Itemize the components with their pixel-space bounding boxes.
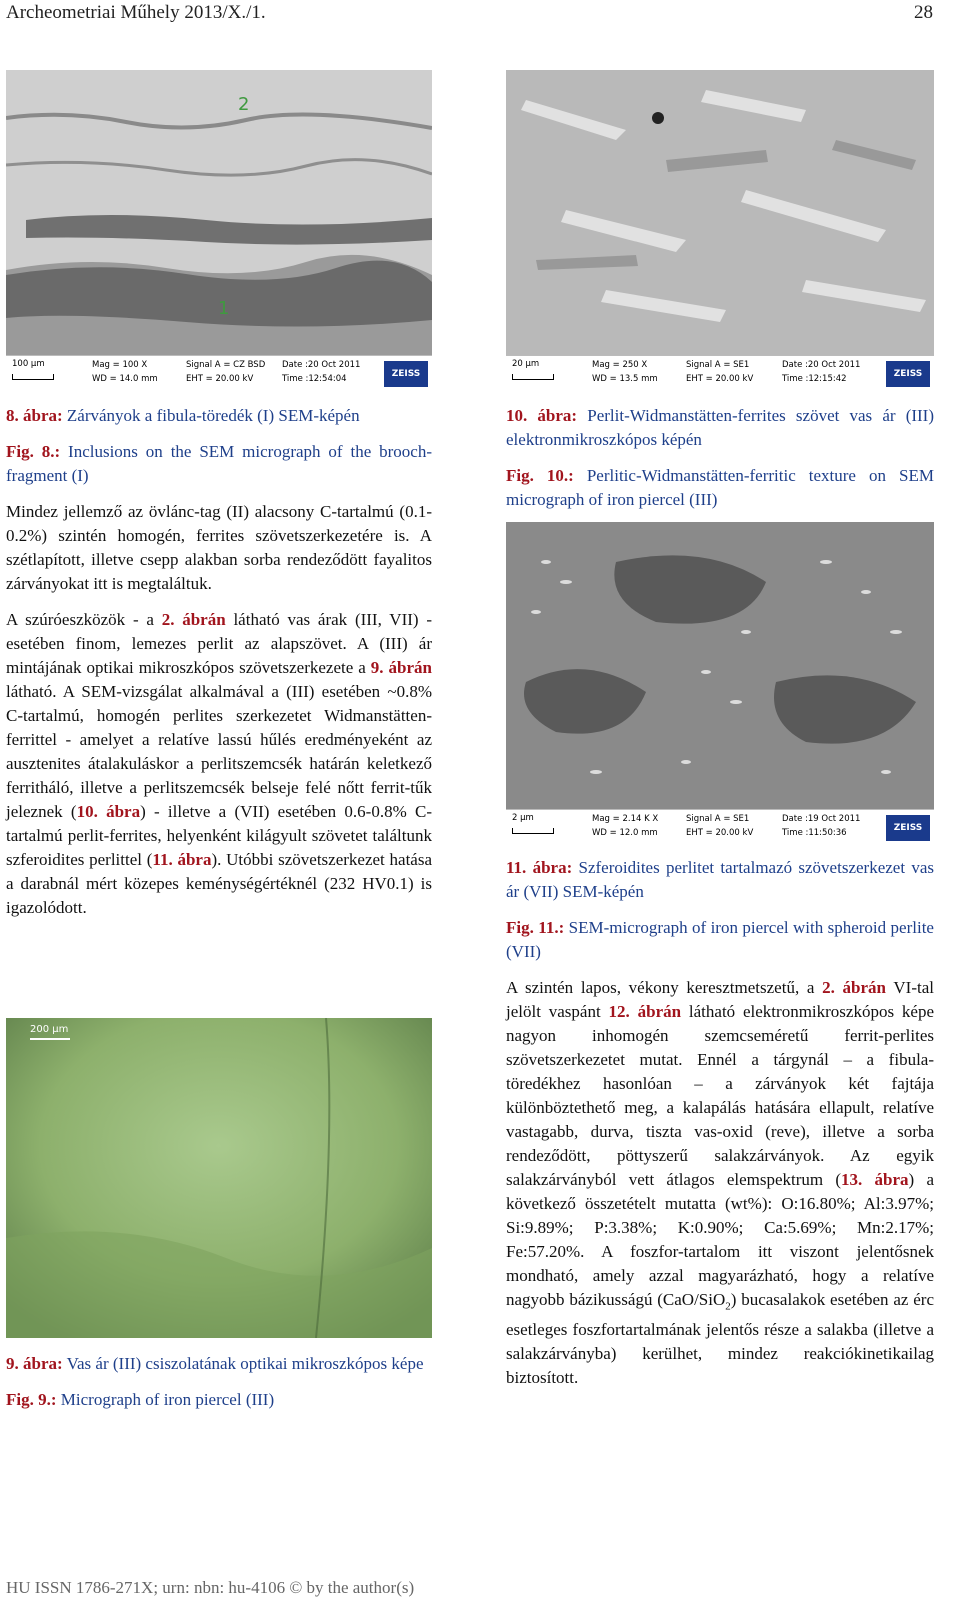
fig9-optical-image xyxy=(6,1018,432,1338)
fig11-eht: EHT = 20.00 kV xyxy=(686,828,754,838)
right-p1-text-e: ) bucasalakok esetében az érc esetleges foszfortartalmának jelentős része a salakba (illetve a salakzárványba) kerülhet, mindez reakciókinetikailag biztosított. xyxy=(506,1290,935,1388)
left-p2-text-e: ). Utóbbi szövetszerkezet hatása a darabnál mért közepes keménységértéknél (232 HV0.1) is igazolódott. xyxy=(6,850,433,917)
zeiss-logo: ZEISS xyxy=(886,815,930,841)
left-paragraph-1: Mindez jellemző az övlánc-tag (II) alacsony C-tartalmú (0.1-0.2%) szintén homogén, ferrites szövetszerkezetére is. A szétlapított, illetve csepp alakban sorba rendeződött fayalitos zárványokat itt is megtaláltuk. xyxy=(6,502,432,593)
fig10-wd: WD = 13.5 mm xyxy=(592,374,658,384)
fig10-sem-databar xyxy=(506,355,934,390)
fig11-mag: Mag = 2.14 K X xyxy=(592,814,659,824)
zeiss-logo: ZEISS xyxy=(384,361,428,387)
figure-ref-13[interactable]: 13. ábra xyxy=(841,1170,909,1189)
fig8-sem-databar xyxy=(6,355,432,390)
fig11-scale-bar xyxy=(512,828,554,834)
fig11-wd: WD = 12.0 mm xyxy=(592,828,658,838)
right-column xyxy=(506,856,934,1390)
fig8-signal: Signal A = CZ BSD xyxy=(186,360,266,370)
fig8-scale-label: 100 µm xyxy=(12,359,45,369)
fig10-caption-hu xyxy=(506,404,934,452)
figure-ref-11[interactable]: 11. ábra xyxy=(152,850,212,869)
fig9-caption-en-text: Micrograph of iron piercel (III) xyxy=(56,1390,275,1409)
fig9-micrograph xyxy=(6,1018,432,1338)
fig10-time: Time :12:15:42 xyxy=(782,374,847,384)
fig8-caption-en-number: Fig. 8.: xyxy=(6,442,61,461)
fig10-scale-bar xyxy=(512,374,554,380)
fig9-caption-hu-number: 9. ábra: xyxy=(6,1354,63,1373)
fig9-caption-hu xyxy=(6,1352,432,1376)
fig8-label-1: 1 xyxy=(218,298,230,319)
page-number: 28 xyxy=(914,2,933,23)
fig10-signal: Signal A = SE1 xyxy=(686,360,750,370)
right-paragraph-1 xyxy=(506,976,934,1390)
fig8-caption-hu-number: 8. ábra: xyxy=(6,406,63,425)
fig11-time: Time :11:50:36 xyxy=(782,828,847,838)
fig8-date: Date :20 Oct 2011 xyxy=(282,360,361,370)
right-p1-text-a: A szintén lapos, vékony keresztmetszetű, a xyxy=(506,978,823,997)
fig10-sem-image xyxy=(506,70,934,390)
fig11-date: Date :19 Oct 2011 xyxy=(782,814,861,824)
footer-issn: HU ISSN 1786-271X; urn: nbn: hu-4106 © by the author(s) xyxy=(6,1578,415,1597)
right-p1-text-d: ) a következő összetételt mutatta (wt%): O:16.80%; Al:3.97%; Si:9.89%; P:3.38%; K:0.90%; Ca:5.69%; Mn:2.17%; Fe:57.20%. A foszfor-tartalom itt viszont jelentősnek mondható, amely azzal magyarázható, hogy a relatíve nagyobb bázikusságú (CaO/SiO xyxy=(506,1170,934,1309)
right-p1-subscript: 2 xyxy=(725,1300,731,1313)
fig8-label-2: 2 xyxy=(238,94,250,115)
fig11-caption-en-number: Fig. 11.: xyxy=(506,918,565,937)
fig8-wd: WD = 14.0 mm xyxy=(92,374,158,384)
fig8-time: Time :12:54:04 xyxy=(282,374,347,384)
left-p2-text-b: látható vas árak (III, VII) - esetében finom, lemezes perlit az alapszövet. A (III) ár mintájának optikai mikroszkópos szövetszerkezete a xyxy=(6,610,432,677)
fig11-sem-databar xyxy=(506,809,934,844)
fig11-caption-en xyxy=(506,916,934,964)
fig11-signal: Signal A = SE1 xyxy=(686,814,750,824)
fig9-caption-en-number: Fig. 9.: xyxy=(6,1390,57,1409)
figure-ref-10[interactable]: 10. ábra xyxy=(76,802,141,821)
left-p2-text-a: A szúróeszközök - a xyxy=(6,610,162,629)
fig9-caption-en xyxy=(6,1388,432,1412)
fig10-micrograph xyxy=(506,70,934,356)
fig11-caption-hu xyxy=(506,856,934,904)
fig11-sem-image xyxy=(506,522,934,844)
fig9-captions xyxy=(6,1352,432,1412)
fig10-mag: Mag = 250 X xyxy=(592,360,648,370)
fig11-caption-hu-number: 11. ábra: xyxy=(506,858,573,877)
fig11-caption-hu-text: Szferoidites perlitet tartalmazó szövetszerkezet vas ár (VII) SEM-képén xyxy=(506,858,934,901)
fig8-caption-hu-text: Zárványok a fibula-töredék (I) SEM-képén xyxy=(62,406,360,425)
figure-ref-12[interactable]: 12. ábrán xyxy=(608,1002,682,1021)
fig8-eht: EHT = 20.00 kV xyxy=(186,374,254,384)
fig9-scale-label: 200 µm xyxy=(30,1024,69,1035)
fig8-caption-en xyxy=(6,440,432,488)
figure-ref-2[interactable]: 2. ábrán xyxy=(161,610,226,629)
fig10-date: Date :20 Oct 2011 xyxy=(782,360,861,370)
fig11-micrograph xyxy=(506,522,934,810)
fig11-scale-label: 2 µm xyxy=(512,813,534,823)
fig10-eht: EHT = 20.00 kV xyxy=(686,374,754,384)
fig10-caption-hu-text: Perlit-Widmanstätten-ferrites szövet vas ár (III) elektronmikroszkópos képén xyxy=(506,406,934,449)
left-column xyxy=(6,404,432,920)
fig10-captions xyxy=(506,404,934,512)
fig8-scale-bar xyxy=(12,374,54,380)
left-paragraph-2 xyxy=(6,608,432,920)
left-p2-text-c: látható. A SEM-vizsgálat alkalmával a (III) esetében ~0.8% C-tartalmú, homogén perlites szerkezetet Widmanstätten-ferrittel - amelyet a relatíve lassú hűlés eredményeként az ausztenites átalakuláskor a perlitszemcsék határán keletkező ferritháló, illetve a perlitszemcsék belseje felé nőtt ferrit-tűk jeleznek ( xyxy=(6,682,432,821)
fig10-caption-en-number: Fig. 10.: xyxy=(506,466,574,485)
fig11-caption-en-text: SEM-micrograph of iron piercel with spheroid perlite (VII) xyxy=(506,918,934,961)
figure-ref-2[interactable]: 2. ábrán xyxy=(822,978,887,997)
fig9-scale-bar xyxy=(30,1038,70,1040)
figure-ref-9[interactable]: 9. ábrán xyxy=(370,658,432,677)
fig8-sem-image xyxy=(6,70,432,390)
left-p2-text-d: ) - illetve a (VII) esetében 0.6-0.8% C-tartalmú perlit-ferrites, helyenként kilágyult szövetet találtunk szferoidites perlittel ( xyxy=(6,802,433,869)
fig8-caption-hu xyxy=(6,404,432,428)
fig8-mag: Mag = 100 X xyxy=(92,360,148,370)
fig9-caption-hu-text: Vas ár (III) csiszolatának optikai mikroszkópos képe xyxy=(62,1354,424,1373)
journal-title: Archeometriai Műhely 2013/X./1. xyxy=(6,2,266,23)
right-p1-text-c: látható elektronmikroszkópos képe nagyon inhomogén szemcseméretű ferrit-perlites szövetszerkezetet mutat. Ennél a tárgynál – a fibula-töredékhez hasonlóan – a zárványok két fajtája különböztethető meg, a kalapálás hatására ellapult, relatíve vastagabb, durva, tiszta vas-oxid (reve), illetve a sorba rendeződött, pöttyszerű salakzárványok. Az egyik salakzárványból vett átlagos elemspektrum ( xyxy=(506,1002,934,1189)
fig10-caption-hu-number: 10. ábra: xyxy=(506,406,578,425)
fig8-caption-en-text: Inclusions on the SEM micrograph of the brooch-fragment (I) xyxy=(6,442,432,485)
fig10-caption-en-text: Perlitic-Widmanstätten-ferritic texture on SEM micrograph of iron piercel (III) xyxy=(506,466,934,509)
zeiss-logo: ZEISS xyxy=(886,361,930,387)
fig10-caption-en xyxy=(506,464,934,512)
fig10-scale-label: 20 µm xyxy=(512,359,540,369)
right-p1-text-b: VI-tal jelölt vaspánt xyxy=(506,978,934,1021)
